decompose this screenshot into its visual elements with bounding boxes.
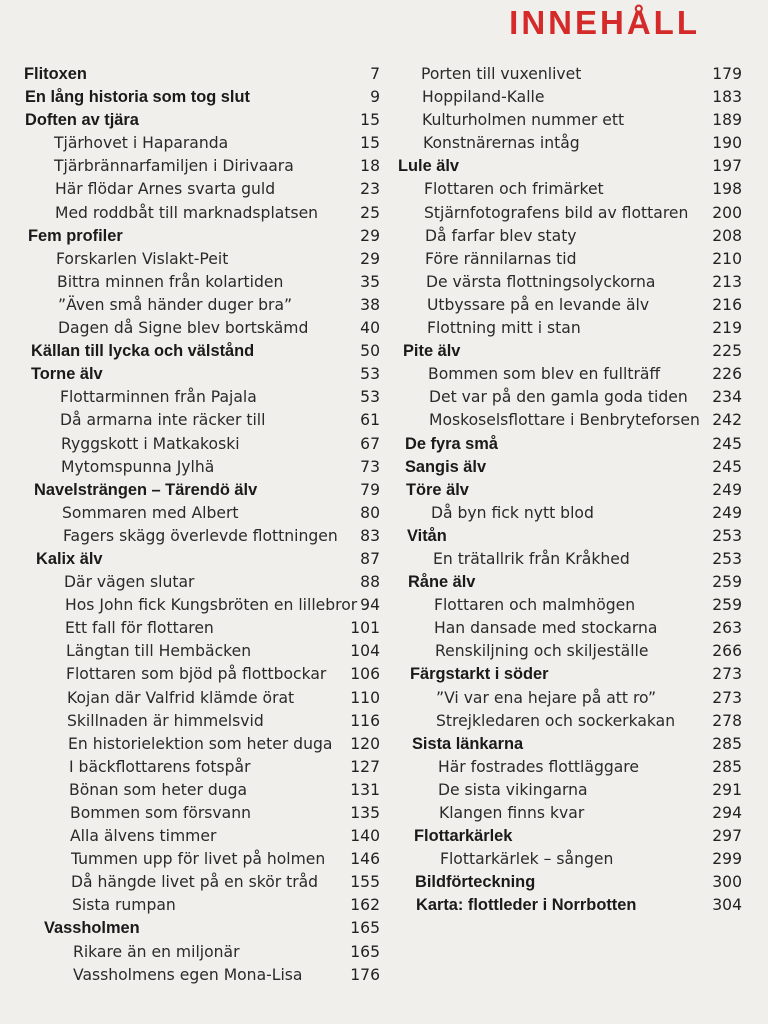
toc-page-number: 135 [350,804,380,822]
toc-entry-title: Då armarna inte räcker till [60,411,266,430]
toc-entry [24,871,380,894]
toc-page-number: 259 [712,596,742,615]
toc-entry-title: Renskiljning och skiljeställe [435,642,649,661]
toc-entry-title: Ett fall för flottaren [65,619,214,638]
toc-column-left [24,63,380,987]
toc-entry [396,202,742,225]
toc-entry-title: Tummen upp för livet på holmen [71,850,326,869]
toc-entry [396,409,742,432]
toc-entry [24,894,380,917]
toc-entry [24,155,380,178]
toc-entry [396,456,742,479]
toc-section-title: Bildförteckning [415,873,536,892]
toc-page-number: 88 [360,573,380,592]
toc-entry [24,178,380,201]
toc-entry-title: Stjärnfotografens bild av flottaren [424,203,689,222]
toc-entry-title: Där vägen slutar [64,573,195,592]
toc-page-number: 179 [712,65,742,83]
toc-entry-title: Sista rumpan [72,896,176,915]
toc-entry [24,502,380,525]
toc-entry-title: Flottarkärlek – sången [440,850,614,869]
toc-page-number: 216 [712,295,742,314]
toc-page-number: 234 [712,388,742,407]
toc-section-title: Fem profiler [28,226,123,245]
toc-page-number: 198 [712,180,742,199]
toc-entry [24,848,380,871]
toc-page-number: 253 [712,526,742,545]
toc-entry-title: Skillnaden är himmelsvid [67,711,264,730]
toc-entry [396,63,742,86]
toc-page-number: 285 [712,734,742,753]
toc-entry-title: Forskarlen Vislakt-Peit [56,249,229,268]
toc-section-title: Navelsträngen – Tärendö älv [34,480,258,499]
toc-entry-title: Då byn fick nytt blod [431,503,594,522]
toc-entry [396,433,742,456]
toc-entry [24,363,380,386]
toc-page-number: 249 [712,480,742,499]
toc-page-number: 25 [360,203,380,222]
toc-entry [24,433,380,456]
toc-page-number: 165 [350,942,380,961]
toc-entry-title: Bommen som blev en fullträff [428,365,661,384]
toc-page-number: 299 [712,850,742,869]
toc-entry [396,86,742,109]
toc-entry [24,710,380,733]
toc-entry [24,941,380,964]
toc-entry [24,756,380,779]
toc-page-number: 219 [712,319,742,338]
toc-page-number: 266 [712,642,742,661]
toc-entry [24,456,380,479]
toc-page-number: 9 [370,88,380,107]
toc-entry [396,340,742,363]
toc-entry-title: Vassholmens egen Mona-Lisa [73,965,303,984]
toc-entry [396,271,742,294]
toc-entry [24,548,380,571]
toc-entry-title: En historielektion som heter duga [68,734,333,753]
toc-page-number: 263 [712,619,742,638]
toc-section-title: Vitån [407,526,447,545]
toc-entry-title: Hos John fick Kungsbröten en lillebror [65,596,358,615]
toc-section-title: Flottarkärlek [414,827,513,846]
toc-entry [396,848,742,871]
toc-entry [24,917,380,940]
toc-column-right [396,63,742,917]
toc-page-number: 53 [360,388,380,407]
toc-entry-title: Före rännilarnas tid [425,249,577,268]
toc-entry [396,756,742,779]
toc-entry-title: Flottaren och frimärket [424,180,604,199]
toc-page-number: 50 [360,342,380,361]
toc-entry [396,502,742,525]
toc-entry-title: ”Även små händer duger bra” [58,295,293,314]
toc-entry-title: Sommaren med Albert [62,503,239,522]
toc-page-number: 300 [712,873,742,892]
toc-entry-title: Kojan där Valfrid klämde örat [67,688,295,707]
toc-entry-title: Ryggskott i Matkakoski [61,434,240,453]
toc-page-number: 80 [360,503,380,522]
toc-entry-title: Tjärbrännarfamiljen i Dirivaara [54,157,294,176]
toc-entry-title: Det var på den gamla goda tiden [429,388,688,407]
toc-entry-title: Hoppiland-Kalle [422,88,545,107]
toc-entry-title: ”Vi var ena hejare på att ro” [436,688,657,707]
toc-entry [24,225,380,248]
toc-entry [396,871,742,894]
toc-section-title: Doften av tjära [25,111,139,130]
toc-entry-title: Här fostrades flottläggare [438,757,639,776]
toc-entry [24,271,380,294]
toc-entry [24,86,380,109]
toc-entry-title: Flottaren och malmhögen [434,596,636,615]
toc-entry [24,802,380,825]
toc-page-number: 104 [350,642,380,661]
toc-section-title: Flitoxen [24,65,87,83]
toc-page-number: 15 [360,111,380,130]
toc-page-number: 208 [712,226,742,245]
toc-entry [24,132,380,155]
toc-entry [24,409,380,432]
toc-page-number: 304 [712,896,742,915]
toc-entry [24,779,380,802]
toc-page-number: 94 [360,596,380,615]
toc-entry-title: I bäckflottarens fotspår [69,757,251,776]
toc-entry [24,640,380,663]
toc-page-number: 83 [360,526,380,545]
toc-page-number: 15 [360,134,380,153]
toc-page-number: 245 [712,434,742,453]
toc-entry-title: Flottarminnen från Pajala [60,388,257,407]
toc-entry [396,779,742,802]
toc-entry [396,802,742,825]
toc-page-number: 225 [712,342,742,361]
toc-page-number: 110 [350,688,380,707]
toc-entry [396,294,742,317]
toc-entry [24,594,380,617]
toc-page-number: 176 [350,965,380,984]
toc-page-number: 245 [712,457,742,476]
toc-entry-title: Bönan som heter duga [69,780,248,799]
toc-page-number: 40 [360,319,380,338]
toc-entry [396,733,742,756]
toc-page-number: 189 [712,111,742,130]
toc-page-number: 210 [712,249,742,268]
toc-page-number: 291 [712,780,742,799]
toc-entry [396,132,742,155]
toc-page-number: 285 [712,757,742,776]
toc-entry [396,710,742,733]
toc-entry [24,202,380,225]
toc-page-number: 155 [350,873,380,892]
toc-entry [24,687,380,710]
toc-page-number: 67 [360,434,380,453]
toc-entry-title: Porten till vuxenlivet [421,65,582,83]
toc-section-title: Karta: flottleder i Norrbotten [416,896,637,915]
toc-section-title: Sangis älv [405,457,487,476]
toc-page-number: 140 [350,827,380,846]
page-title: INNEHÅLL [509,4,700,41]
toc-entry-title: Flottaren som bjöd på flottbockar [66,665,327,684]
toc-page-number: 87 [360,549,380,568]
toc-entry-title: Bittra minnen från kolartiden [57,272,284,291]
toc-page-number: 29 [360,249,380,268]
toc-page-number: 38 [360,295,380,314]
toc-entry [396,155,742,178]
toc-page-number: 294 [712,804,742,822]
toc-page-number: 79 [360,480,380,499]
toc-entry [396,825,742,848]
toc-page-number: 61 [360,411,380,430]
toc-section-title: Råne älv [408,573,476,592]
toc-entry [24,964,380,987]
toc-entry-title: De värsta flottningsolyckorna [426,272,656,291]
toc-entry [396,317,742,340]
toc-page-number: 183 [712,88,742,107]
toc-entry-title: En trätallrik från Kråkhed [433,549,630,568]
toc-entry-title: Strejkledaren och sockerkakan [436,711,676,730]
toc-entry [396,363,742,386]
toc-page-number: 273 [712,665,742,684]
toc-entry [396,479,742,502]
toc-page-number: 29 [360,226,380,245]
toc-entry-title: Han dansade med stockarna [434,619,658,638]
toc-section-title: Källan till lycka och välstånd [31,342,255,361]
toc-entry-title: Här flödar Arnes svarta guld [55,180,276,199]
toc-entry-title: Dagen då Signe blev bortskämd [58,319,309,338]
toc-entry-title: Längtan till Hembäcken [66,642,252,661]
toc-page-number: 146 [350,850,380,869]
toc-entry [24,663,380,686]
toc-page-number: 116 [350,711,380,730]
toc-entry [396,894,742,917]
toc-entry [24,294,380,317]
toc-entry [24,617,380,640]
toc-entry-title: Tjärhovet i Haparanda [54,134,229,153]
toc-page-number: 23 [360,180,380,199]
toc-entry-title: Mytomspunna Jylhä [61,457,215,476]
toc-entry [24,525,380,548]
toc-entry-title: Då farfar blev staty [425,226,577,245]
toc-page-number: 127 [350,757,380,776]
toc-section-title: Kalix älv [36,549,103,568]
toc-entry-title: Då hängde livet på en skör tråd [71,873,319,892]
toc-entry-title: Flottning mitt i stan [427,319,581,338]
toc-page-number: 131 [350,780,380,799]
toc-entry-title: Konstnärernas intåg [423,134,580,153]
toc-section-title: Färgstarkt i söder [410,665,549,684]
toc-entry [24,317,380,340]
toc-entry [396,178,742,201]
toc-section-title: Pite älv [403,342,461,361]
toc-entry-title: Kulturholmen nummer ett [422,111,625,130]
toc-entry-title: Alla älvens timmer [70,827,217,846]
toc-entry [396,248,742,271]
toc-entry [396,109,742,132]
toc-entry-title: De sista vikingarna [438,780,588,799]
toc-entry [396,617,742,640]
toc-section-title: Sista länkarna [412,734,524,753]
toc-entry-title: Bommen som försvann [70,804,251,822]
toc-page-number: 242 [712,411,742,430]
toc-page-number: 190 [712,134,742,153]
toc-entry-title: Utbyssare på en levande älv [427,295,650,314]
toc-page-number: 226 [712,365,742,384]
toc-page-number: 35 [360,272,380,291]
toc-page-number: 200 [712,203,742,222]
toc-page-number: 253 [712,549,742,568]
toc-entry-title: Med roddbåt till marknadsplatsen [55,203,319,222]
toc-entry [396,594,742,617]
toc-page-number: 197 [712,157,742,176]
toc-page-number: 249 [712,503,742,522]
toc-entry [24,479,380,502]
toc-page-number: 7 [370,65,380,83]
toc-section-title: Lule älv [398,157,460,176]
toc-entry-title: Moskoselsflottare i Benbryteforsen [429,411,700,430]
toc-entry [24,109,380,132]
toc-page-number: 259 [712,573,742,592]
toc-page-number: 120 [350,734,380,753]
toc-page-number: 165 [350,919,380,938]
toc-page-number: 273 [712,688,742,707]
toc-entry [24,825,380,848]
toc-page-number: 73 [360,457,380,476]
toc-page-number: 213 [712,272,742,291]
toc-entry-title: Klangen finns kvar [439,804,585,822]
toc-entry [24,571,380,594]
toc-entry [24,248,380,271]
toc-entry [396,525,742,548]
toc-entry [396,548,742,571]
toc-entry [396,386,742,409]
toc-entry [24,340,380,363]
toc-entry [396,687,742,710]
toc-entry [396,640,742,663]
toc-entry [24,733,380,756]
toc-entry [24,63,380,86]
toc-page-number: 18 [360,157,380,176]
toc-entry [24,386,380,409]
toc-section-title: En lång historia som tog slut [25,88,250,107]
toc-section-title: De fyra små [405,434,498,453]
toc-page-number: 101 [350,619,380,638]
toc-page-number: 278 [712,711,742,730]
toc-page-number: 297 [712,827,742,846]
toc-section-title: Vassholmen [44,919,140,938]
toc-page-number: 53 [360,365,380,384]
toc-entry-title: Fagers skägg överlevde flottningen [63,526,338,545]
toc-page-number: 106 [350,665,380,684]
toc-entry [396,225,742,248]
toc-entry-title: Rikare än en miljonär [73,942,240,961]
toc-page-number: 162 [350,896,380,915]
toc-section-title: Töre älv [406,480,469,499]
toc-section-title: Torne älv [31,365,103,384]
toc-entry [396,663,742,686]
toc-entry [396,571,742,594]
